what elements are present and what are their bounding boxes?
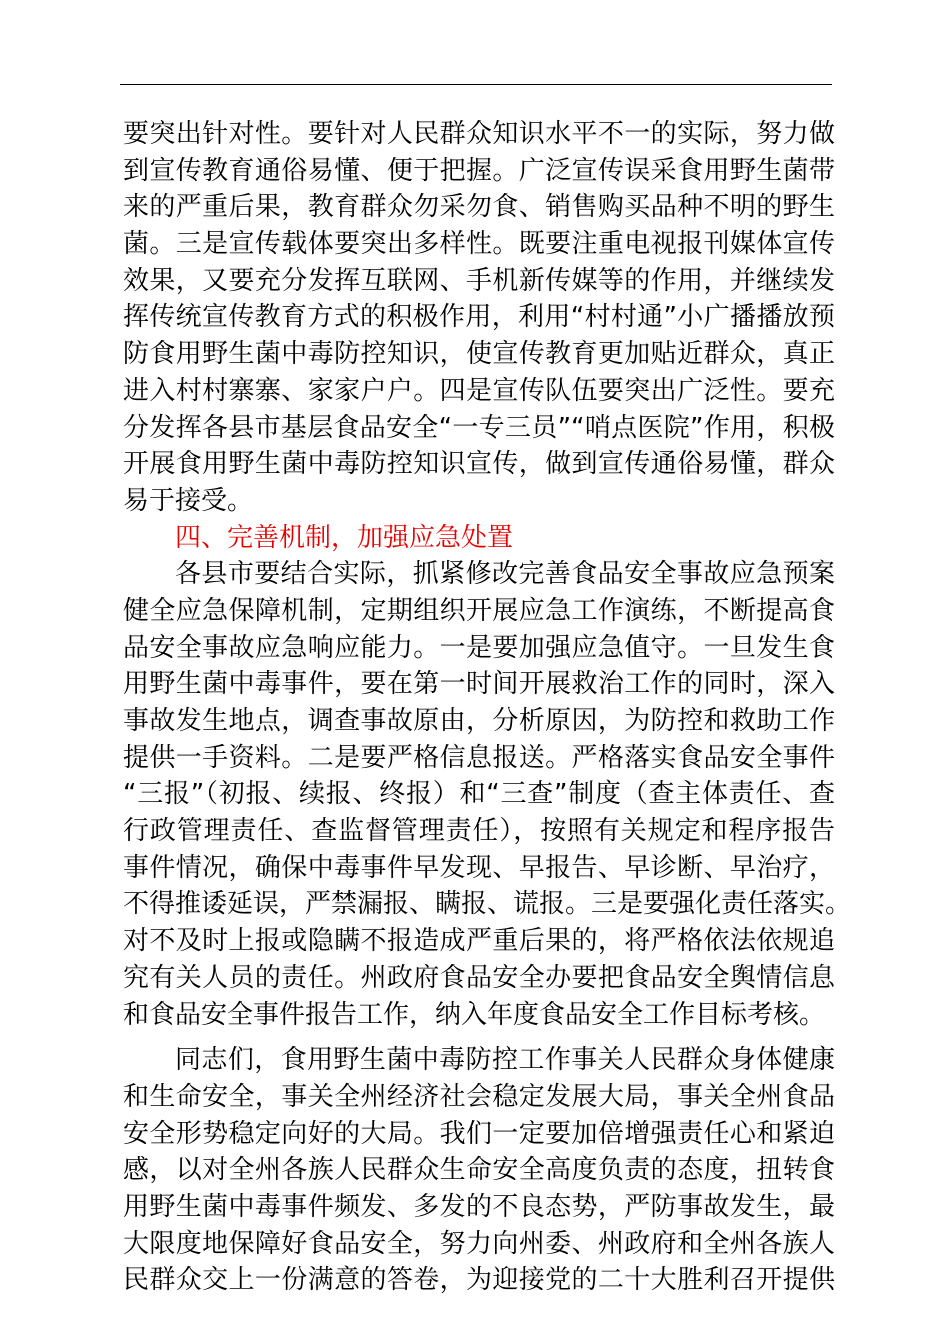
text-line: 菌。三是宣传载体要突出多样性。既要注重电视报刊媒体宣传: [123, 229, 835, 260]
text-line: 进入村村寨寨、家家户户。四是宣传队伍要突出广泛性。要充: [123, 375, 835, 406]
text-line: 用野生菌中毒事件频发、多发的不良态势，严防事故发生，最: [123, 1191, 835, 1222]
text-line: 到宣传教育通俗易懂、便于把握。广泛宣传误采食用野生菌带: [123, 155, 835, 186]
text-line: 不得推诿延误，严禁漏报、瞒报、谎报。三是要强化责任落实。: [123, 889, 852, 920]
text-line: 防食用野生菌中毒防控知识，使宣传教育更加贴近群众，真正: [123, 339, 835, 370]
section-heading: 四、完善机制，加强应急处置: [175, 522, 514, 553]
document-body: [123, 116, 852, 1299]
text-line: 感，以对全州各族人民群众生命安全高度负责的态度，扭转食: [123, 1155, 835, 1186]
text-line: “三报”（初报、续报、终报）和“三查”制度（查主体责任、查: [123, 779, 835, 810]
text-line: 和生命安全，事关全州经济社会稳定发展大局，事关全州食品: [123, 1081, 835, 1112]
text-line: 提供一手资料。二是要严格信息报送。严格落实食品安全事件: [123, 742, 835, 773]
text-line: 和食品安全事件报告工作，纳入年度食品安全工作目标考核。: [123, 999, 826, 1030]
text-line: 开展食用野生菌中毒防控知识宣传，做到宣传通俗易懂，群众: [123, 449, 835, 480]
text-line: 事件情况，确保中毒事件早发现、早报告、早诊断、早治疗，: [123, 852, 835, 883]
paragraph-propaganda-continued: [123, 116, 835, 520]
text-line: 同志们，食用野生菌中毒防控工作事关人民群众身体健康: [175, 1045, 835, 1076]
text-line: 安全形势稳定向好的大局。我们一定要加倍增强责任心和紧迫: [123, 1118, 835, 1149]
paragraph-gap: [123, 1033, 835, 1042]
text-line: 品安全事故应急响应能力。一是要加强应急值守。一旦发生食: [123, 632, 835, 663]
text-line: 分发挥各县市基层食品安全“一专三员”“哨点医院”作用，积极: [123, 412, 835, 443]
text-line: 效果，又要充分发挥互联网、手机新传媒等的作用，并继续发: [123, 265, 835, 296]
header-rule: [120, 84, 832, 85]
paragraph-emergency-handling: [123, 556, 852, 1033]
text-line: 健全应急保障机制，定期组织开展应急工作演练，不断提高食: [123, 595, 835, 626]
text-line: 各县市要结合实际，抓紧修改完善食品安全事故应急预案: [175, 559, 835, 590]
text-line: 民群众交上一份满意的答卷，为迎接党的二十大胜利召开提供: [123, 1265, 835, 1296]
text-line: 易于接受。: [123, 485, 254, 516]
text-line: 挥传统宣传教育方式的积极作用，利用“村村通”小广播播放预: [123, 302, 835, 333]
text-line: 究有关人员的责任。州政府食品安全办要把食品安全舆情信息: [123, 962, 835, 993]
text-line: 来的严重后果，教育群众勿采勿食、销售购买品种不明的野生: [123, 192, 835, 223]
text-line: 行政管理责任、查监督管理责任），按照有关规定和程序报告: [123, 816, 835, 847]
text-line: 要突出针对性。要针对人民群众知识水平不一的实际，努力做: [123, 119, 835, 149]
text-line: 事故发生地点，调查事故原由，分析原因，为防控和救助工作: [123, 706, 835, 736]
text-line: 对不及时上报或隐瞒不报造成严重后果的，将严格依法依规追: [123, 926, 835, 957]
text-line: 大限度地保障好食品安全，努力向州委、州政府和全州各族人: [123, 1228, 835, 1259]
paragraph-closing: [123, 1042, 835, 1299]
text-line: 用野生菌中毒事件，要在第一时间开展救治工作的同时，深入: [123, 669, 835, 700]
